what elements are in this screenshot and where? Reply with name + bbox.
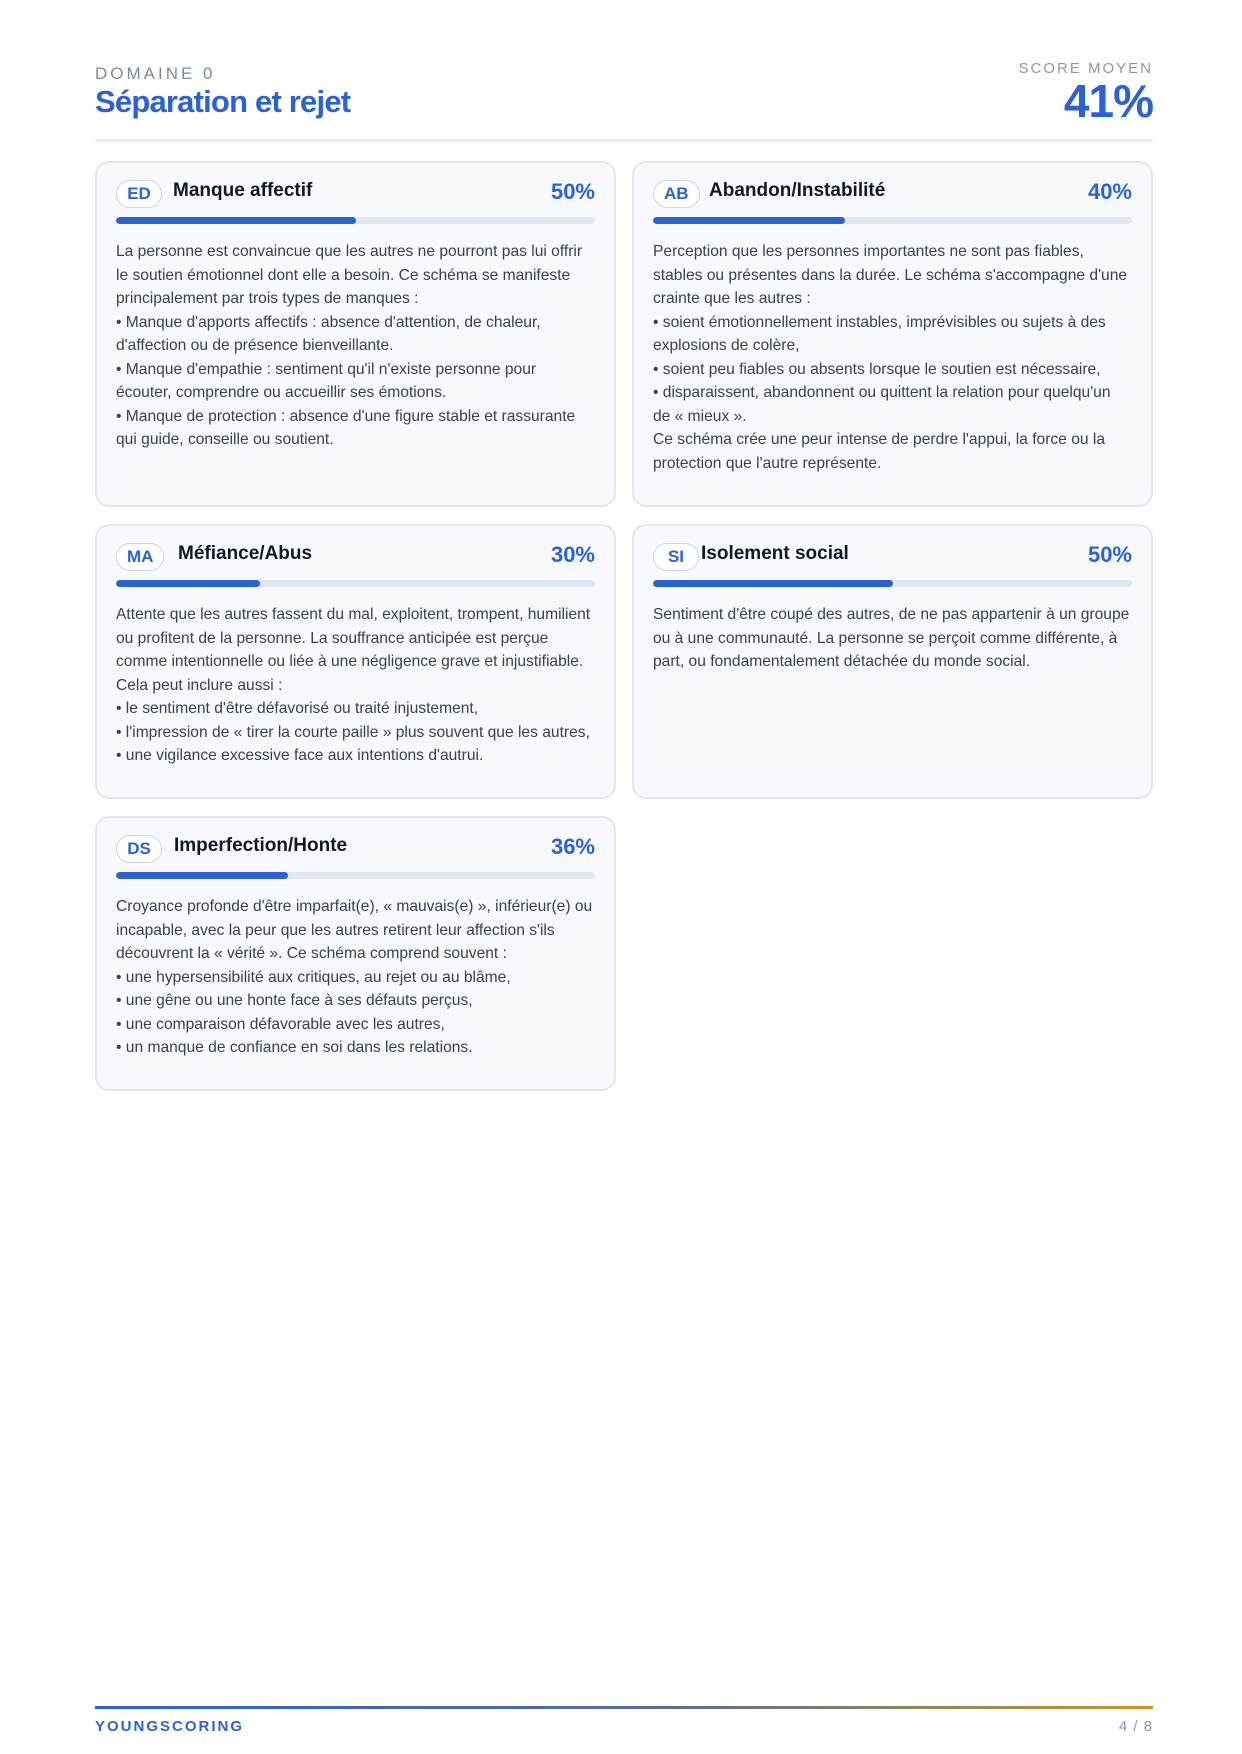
card-header (116, 179, 595, 209)
schema-card-si (632, 524, 1153, 799)
progress-track (116, 217, 595, 224)
progress-fill (653, 580, 893, 587)
schema-code-badge: MA (116, 543, 164, 571)
schema-code-badge: SI (653, 543, 699, 571)
schema-code-badge: ED (116, 180, 162, 208)
page-title: Séparation et rejet (95, 84, 351, 119)
schema-card-ed (95, 161, 616, 507)
card-header (116, 542, 595, 572)
footer-brand: YOUNGSCORING (95, 1718, 245, 1735)
progress-track (116, 872, 595, 879)
card-header (116, 834, 595, 864)
schema-card-ma (95, 524, 616, 799)
schema-card-ds (95, 816, 616, 1091)
schema-code-badge: AB (653, 180, 700, 208)
schema-description: La personne est convaincue que les autres ne pourront pas lui offrir le soutien émotionnel dont elle a besoin. Ce schéma se manifeste principalement par trois types de manques : • Manque d'apports affectifs : absence d'attention, de chaleur, d'affection ou de présence bienveillante. • Manque d'empathie : sentiment qu'il n'existe personne pour écouter, comprendre ou accueillir ses émotions. • Manque de protection : absence d'une figure stable et rassurante qui guide, conseille ou soutient. (116, 243, 583, 448)
schema-code-badge: DS (116, 835, 162, 863)
progress-track (116, 580, 595, 587)
schema-title: Imperfection/Honte (174, 835, 348, 856)
page-footer (95, 1706, 1153, 1740)
progress-track (653, 580, 1132, 587)
domain-label: DOMAINE 0 (95, 64, 216, 83)
footer-divider (95, 1706, 1153, 1709)
score-label: SCORE MOYEN (1018, 60, 1153, 77)
page-number: 4 / 8 (1118, 1718, 1153, 1735)
progress-track (653, 217, 1132, 224)
schema-percent: 50% (1087, 542, 1132, 567)
card-header (653, 179, 1132, 209)
schema-description: Croyance profonde d'être imparfait(e), « mauvais(e) », inférieur(e) ou incapable, avec la peur que les autres retirent leur affection s'ils découvrent la « vérité ». Ce schéma comprend souvent : • une hypersensibilité aux critiques, au rejet ou au blâme, • une gêne ou une honte face à ses défauts perçus, • une comparaison défavorable avec les autres, • un manque de confiance en soi dans les relations. (116, 898, 593, 1056)
progress-fill (653, 217, 845, 224)
schema-title: Abandon/Instabilité (709, 180, 886, 201)
page-header (95, 62, 1153, 142)
schema-percent: 36% (550, 834, 595, 859)
progress-fill (116, 580, 260, 587)
schema-card-ab (632, 161, 1153, 507)
schema-title: Manque affectif (173, 180, 313, 201)
progress-fill (116, 217, 356, 224)
schema-title: Isolement social (701, 543, 849, 564)
schema-title: Méfiance/Abus (178, 543, 313, 564)
schema-description: Perception que les personnes importantes ne sont pas fiables, stables ou présentes dans la durée. Le schéma s'accompagne d'une crainte que les autres : • soient émotionnellement instables, imprévisibles ou sujets à des explosions de colère, • soient peu fiables ou absents lorsque le soutien est nécessaire, • disparaissent, abandonnent ou quittent la relation pour quelqu'un de « mieux ». Ce schéma crée une peur intense de perdre l'appui, la force ou la protection que l'autre représente. (653, 243, 1128, 472)
schema-percent: 50% (550, 179, 595, 204)
progress-fill (116, 872, 288, 879)
average-score: 41% (1063, 75, 1153, 127)
schema-description: Attente que les autres fassent du mal, exploitent, trompent, humilient ou profitent de la personne. La souffrance anticipée est perçue comme intentionnelle ou liée à une négligence grave et injustifiable. Cela peut inclure aussi : • le sentiment d'être défavorisé ou traité injustement, • l'impression de « tirer la courte paille » plus souvent que les autres, • une vigilance excessive face aux intentions d'autrui. (116, 606, 591, 764)
card-header (653, 542, 1132, 572)
schema-description: Sentiment d'être coupé des autres, de ne pas appartenir à un groupe ou à une communauté. La personne se perçoit comme différente, à part, ou fondamentalement détachée du monde social. (653, 606, 1130, 670)
schema-percent: 40% (1087, 179, 1132, 204)
schema-percent: 30% (550, 542, 595, 567)
